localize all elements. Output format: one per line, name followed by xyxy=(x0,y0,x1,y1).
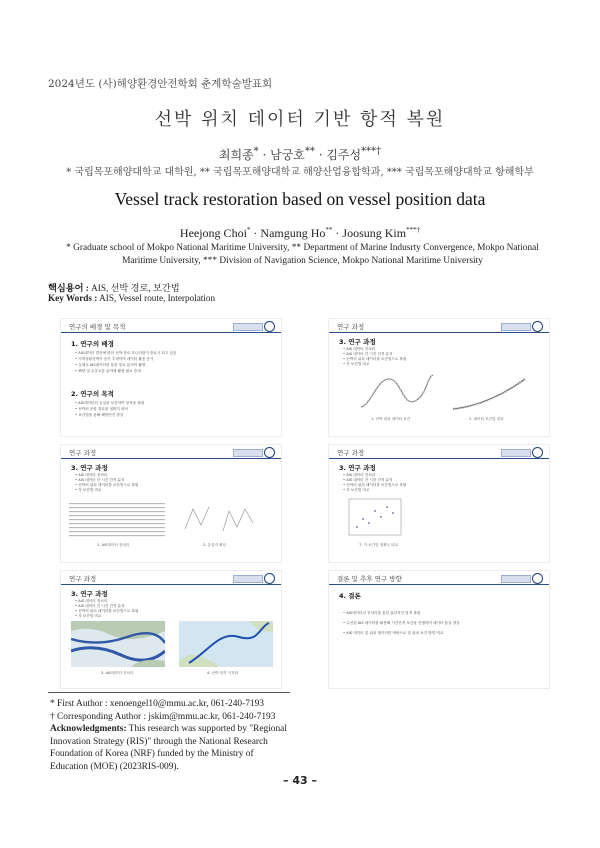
footnote-acknowledgments xyxy=(50,723,290,773)
slide-section-heading: 4. 결론 xyxy=(339,592,361,600)
ais-data-table-image xyxy=(69,501,169,539)
korean-title: 선박 위치 데이터 기반 항적 복원 xyxy=(154,109,446,130)
slide-section-heading: 3. 연구 과정 xyxy=(71,464,108,472)
slide-bullet: • 보간법을 통해 해양안전 향상 xyxy=(75,413,123,418)
slide-section-heading: 2. 연구의 목적 xyxy=(71,390,114,398)
keywords-english-value: AIS, Vessel route, Interpolation xyxy=(99,293,216,303)
ais-map-image xyxy=(71,621,165,667)
slide-conclusion xyxy=(328,570,550,689)
slide-divider xyxy=(61,332,281,333)
english-authors xyxy=(0,226,600,241)
slide-divider xyxy=(329,584,549,585)
author-3-mark: ***† xyxy=(361,146,382,157)
page-number: – 43 – xyxy=(283,774,317,787)
slide-title: 연구 과정 xyxy=(69,575,97,583)
keywords-english-label: Key Words : xyxy=(48,293,98,303)
university-logo xyxy=(499,447,543,457)
slide-title: 연구 과정 xyxy=(337,449,365,457)
slide-section-heading: 3. 연구 과정 xyxy=(71,590,108,598)
slide-bullet: • 각 보간법 비교 xyxy=(75,488,101,493)
figure-caption: 4. 선박 항적 시각화 xyxy=(207,671,239,675)
university-logo xyxy=(499,573,543,583)
slide-title: 연구 과정 xyxy=(69,449,97,457)
figure-caption: 2. 데이터 보간법 결과 xyxy=(469,417,504,421)
en-author-separator: · xyxy=(332,226,343,240)
author-separator: · xyxy=(314,148,327,162)
university-logo xyxy=(231,321,275,331)
slide-bullet: • AIS데이터의 전처리를 통한 효과적인 항적 복원 xyxy=(343,611,420,616)
slide-section-heading: 3. 연구 과정 xyxy=(339,338,376,346)
slide-bullet: • AIS 데이터 전처리 xyxy=(343,473,375,478)
slide-title: 연구의 배경 및 목적 xyxy=(69,323,126,331)
slide-section-heading: 3. 연구 과정 xyxy=(339,464,376,472)
slide-bullet: • AIS 데이터 전처리 xyxy=(343,347,375,352)
en-author-1: Heejong Choi xyxy=(179,226,247,240)
university-logo xyxy=(231,447,275,457)
slide-bullet: • 각 보간법 비교 xyxy=(343,362,369,367)
slide-bullet: • AIS 데이터 간 시간 간격 분석 xyxy=(343,478,393,483)
slide-bullet: • AIS 데이터 전처리 xyxy=(75,473,107,478)
acknowledgments-text: This research was supported by "Regional Innovation Strategy (RIS)" through the National Research Foundation of Korea (NRF) funded by the Ministry of Education (MOE) (2023RIS-009). xyxy=(50,724,287,772)
slide-divider xyxy=(329,332,549,333)
slide-bullet: • AIS 데이터 전처리 xyxy=(75,599,107,604)
english-title: Vessel track restoration based on vessel position data xyxy=(114,189,486,209)
slide-title: 결론 및 추후 연구 방향 xyxy=(337,575,402,583)
figure-caption: 1. AIS데이터 전처리 xyxy=(97,543,130,547)
slide-bullet: • AIS 데이터 간 시간 간격 분석 xyxy=(75,604,125,609)
author-2-mark: ** xyxy=(304,146,315,157)
english-affiliation: * Graduate school of Mokpo National Maritime University, ** Department of Marine Indusrty Convergence, Mokpo National Maritime University, *** Division of Navigation Science, Mokpo National Maritime University xyxy=(66,243,539,266)
figure-caption: 2. 유실지 확인 xyxy=(203,543,227,547)
en-author-1-mark: * xyxy=(246,226,251,234)
figure-caption: 3. AIS데이터 전처리 xyxy=(101,671,134,675)
slide-background-purpose xyxy=(60,318,282,437)
slide-bullet: • 지역상황선박이 증가 추세이며 데이터 활용 증가 xyxy=(75,357,153,362)
korean-affiliation: * 국립목포해양대학교 대학원, ** 국립목포해양대학교 해양산업융합학과, *** 국립목포해양대학교 항해학부 xyxy=(66,167,534,178)
slide-bullet: • 선박의 운항 경로를 정확히 파악 xyxy=(75,407,128,412)
slide-bullet: • 선박의 위치 데이터를 보간법으로 복원 xyxy=(343,357,406,362)
keywords-korean-value: AIS, 선박 경로, 보간법 xyxy=(91,283,180,293)
figure-caption: 7. 각 보간법 정확도 비교 xyxy=(359,543,399,547)
slide-research-process-1 xyxy=(328,318,550,437)
author-3: 김주성 xyxy=(326,148,362,162)
university-logo xyxy=(499,321,543,331)
acknowledgments-label: Acknowledgments: xyxy=(50,724,127,734)
en-author-2-mark: ** xyxy=(325,226,333,234)
slide-divider xyxy=(61,458,281,459)
slide-bullet: • AIS 데이터 간 시간 간격 분석 xyxy=(75,478,125,483)
slide-bullet: • 각 보간법 비교 xyxy=(75,614,101,619)
slide-divider xyxy=(61,584,281,585)
slide-section-heading: 1. 연구의 배경 xyxy=(71,340,114,348)
slide-bullet: • AIS 데이터 간 시간 간격 분석 xyxy=(343,352,393,357)
footnote-divider xyxy=(48,692,290,693)
accuracy-comparison-plot-image xyxy=(343,497,405,539)
slide-bullet: • AIS데이터 발전에 따라 선박 항로 모니터링이 중요시 되고 있음 xyxy=(75,351,177,356)
figure-caption: 1. 선박 위치 데이터 보간 xyxy=(371,417,411,421)
slide-bullet: • 선박의 위치 데이터를 보간법으로 복원 xyxy=(343,483,406,488)
slide-bullet: • 각 보간법 비교 xyxy=(343,488,369,493)
vessel-track-map-image xyxy=(179,621,273,667)
slide-bullet: • 수신된 AIS 데이터를 활용해 시간간격 보간을 진행하여 데이터 품질 향상 xyxy=(343,621,460,626)
interpolation-plot-image xyxy=(357,371,435,413)
keywords-korean-label: 핵심용어 : xyxy=(48,283,89,293)
slide-bullet: • 선박의 위치 데이터를 보간법으로 복원 xyxy=(75,483,138,488)
slide-bullet: • AIS데이터의 유실을 보간하여 항적을 복원 xyxy=(75,401,144,406)
footnote-first-author: * First Author : xenoengel10@mmu.ac.kr, 061-240-7193 xyxy=(50,699,264,709)
en-author-2: Namgung Ho xyxy=(260,226,326,240)
interpolation-result-image xyxy=(449,371,529,413)
slide-research-process-4 xyxy=(60,570,282,689)
slide-bullet: • 실제로 AIS데이터를 통한 항로 분석이 활발 xyxy=(75,363,145,368)
slide-title: 연구 과정 xyxy=(337,323,365,331)
author-2: 남궁호 xyxy=(270,148,305,162)
slide-research-process-3 xyxy=(328,444,550,563)
keywords-english xyxy=(48,293,215,303)
keywords-korean xyxy=(48,280,180,294)
slide-bullet: • AIS 데이터 및 위치 데이터를 바탕으로 한 위치 보간 방법 비교 xyxy=(343,631,443,636)
slide-research-process-2 xyxy=(60,444,282,563)
author-1-mark: * xyxy=(253,146,259,157)
author-1: 최희종 xyxy=(218,148,254,162)
slide-bullet: • 해양 및 수상교통 분야에 활용 필요 증대 xyxy=(75,369,141,374)
missing-point-plot-image xyxy=(179,499,269,541)
en-author-separator: · xyxy=(250,226,261,240)
en-author-3: Joosung Kim xyxy=(342,226,407,240)
en-author-3-mark: ***† xyxy=(406,226,421,234)
slide-divider xyxy=(329,458,549,459)
footnote-corresponding-author: † Corresponding Author : jskim@mmu.ac.kr, 061-240-7193 xyxy=(50,712,276,722)
korean-authors xyxy=(0,146,600,163)
author-separator: · xyxy=(258,148,271,162)
conference-header: 2024년도 (사)해양환경안전학회 춘계학술발표회 xyxy=(48,78,273,90)
slide-bullet: • 선박의 위치 데이터를 보간법으로 복원 xyxy=(75,609,138,614)
university-logo xyxy=(231,573,275,583)
